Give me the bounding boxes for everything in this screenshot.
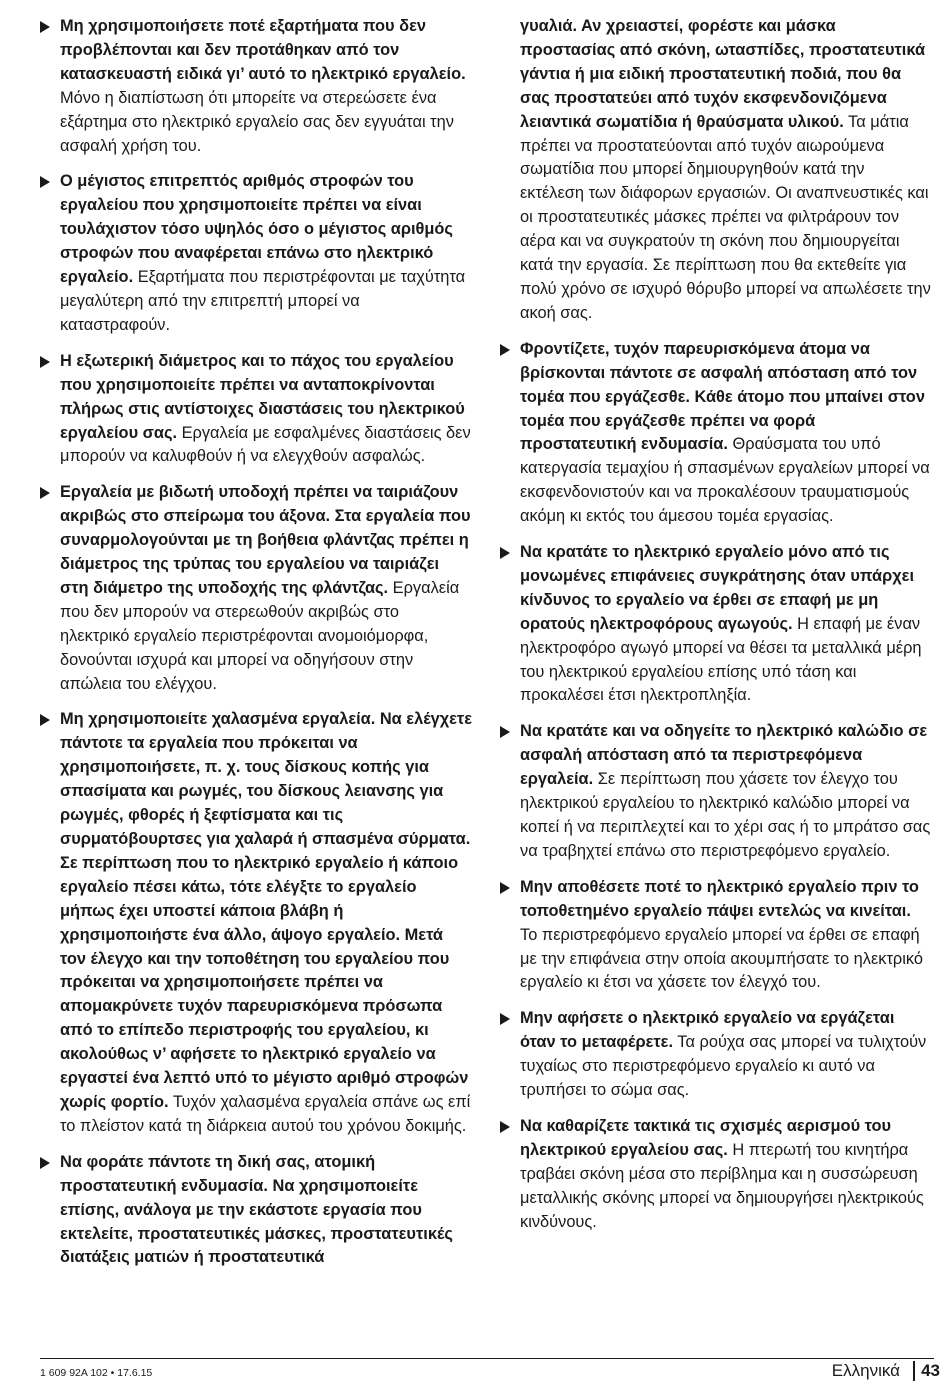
safety-item xyxy=(500,338,932,529)
page-language: Ελληνικά xyxy=(831,1361,900,1380)
safety-item xyxy=(40,708,472,1138)
safety-item xyxy=(500,720,932,863)
item-bold-text: Να φοράτε πάντοτε τη δική σας, ατομική προστατευτική ενδυμασία. Να χρησιμοποιείτε επίσης, ανάλογα με την εκάστοτε εργασία που εκτελείτε, προστατευτικές μάσκες, προστατευτικές διατάξεις ματιών ή προστατευτικά xyxy=(60,1152,453,1267)
item-bold-text: Μη χρησιμοποιείτε χαλασμένα εργαλεία. Να ελέγχετε πάντοτε τα εργαλεία που πρόκειται να χρησιμοποιήσετε, π. χ. τους δίσκους κοπής για σπασίματα και ρωγμές, του δίσκους λειανσης για ρωγμές, φθορές ή ξεφτίσματα και τις συρματόβουρτσες για χαλαρά ή σπασμένα σύρματα. Σε περίπτωση που το ηλεκτρικό εργαλείο ή κάποιο εργαλείο πέσει κάτω, τότε ελέγξτε το εργαλείο μήπως έχει υποστεί κάποια βλάβη ή χρησιμοποιήστε ένα άλλο, άψογο εργαλείο. Μετά τον έλεγχο και την τοποθέτηση του εργαλείου που πρόκειται να χρησιμοποιήσετε πρέπει να απομακρύνετε τυχόν παρευρισκόμενα πρόσωπα από το επίπεδο περιστροφής του εργαλείου, κι ακολούθως ν’ αφήσετε το ηλεκτρικό εργαλείο να εργαστεί ένα λεπτό υπό το μέγιστο αριθμό στροφών χωρίς φορτίο. xyxy=(60,710,473,1111)
footer-separator xyxy=(913,1361,916,1381)
safety-item xyxy=(40,1151,472,1271)
item-bold-text: Μην αποθέσετε ποτέ το ηλεκτρικό εργαλείο πριν το τοποθετημένο εργαλείο πάψει εντελώς να κινείται. xyxy=(520,877,919,920)
item-text: Η πτερωτή του κινητήρα τραβάει σκόνη μέσα στο περίβλημα και η συσσώρευση μεταλλικής σκόνης μπορεί να δημιουργήσει ηλεκτρικούς κινδύνους. xyxy=(520,1140,924,1231)
bullet-triangle-icon xyxy=(40,714,50,726)
item-text: Το περιστρεφόμενο εργαλείο μπορεί να έρθει σε επαφή με την επιφάνεια στην οποία ακουμπήσατε το ηλεκτρικό εργαλείο κι έτσι να χάσετε τον έλεγχό του. xyxy=(520,925,924,992)
item-bold-text: Να καθαρίζετε τακτικά τις σχισμές αερισμού του ηλεκτρικού εργαλείου σας. xyxy=(520,1116,892,1159)
footer-rule xyxy=(40,1358,934,1359)
bullet-triangle-icon xyxy=(500,1121,510,1133)
safety-item xyxy=(40,350,472,470)
safety-item xyxy=(40,170,472,337)
right-column xyxy=(500,15,932,1247)
bullet-triangle-icon xyxy=(40,21,50,33)
item-bold-text: Φροντίζετε, τυχόν παρευρισκόμενα άτομα να βρίσκονται πάντοτε σε ασφαλή απόσταση από τον τομέα που εργάζεσθε. Κάθε άτομο που μπαίνει στον τομέα που εργάζεσθε πρέπει να φορά προστατευτική ενδυμασία. xyxy=(520,339,925,454)
item-text: Εργαλεία με εσφαλμένες διαστάσεις δεν μπορούν να καλυφθούν ή να ελεγχθούν ασφαλώς. xyxy=(60,423,471,466)
bullet-triangle-icon xyxy=(40,356,50,368)
item-bold-text: Ο μέγιστος επιτρεπτός αριθμός στροφών του εργαλείου που χρησιμοποιείτε πρέπει να είναι τουλάχιστον τόσο υψηλός όσο ο μέγιστος αριθμός στροφών που αναφέρεται επάνω στο ηλεκτρικό εργαλείο. xyxy=(60,172,453,287)
bullet-triangle-icon xyxy=(500,547,510,559)
bullet-triangle-icon xyxy=(500,344,510,356)
page-number: 43 xyxy=(921,1361,940,1380)
item-bold-text: γυαλιά. Αν χρειαστεί, φορέστε και μάσκα προστασίας από σκόνη, ωτασπίδες, προστατευτικά γάντια ή μια ειδική προστατευτική ποδιά, που θα σας προστατεύει από τυχόν εκσφενδονιζόμενα λειαντικά σωματίδια ή θραύσματα υλικού. xyxy=(520,17,926,131)
bullet-triangle-icon xyxy=(500,726,510,738)
item-text: Τυχόν χαλασμένα εργαλεία σπάνε ως επί το πλείστον κατά τη διάρκεια αυτού του χρόνου δοκιμής. xyxy=(60,1092,471,1135)
bullet-triangle-icon xyxy=(500,882,510,894)
item-text: Εξαρτήματα που περιστρέφονται με ταχύτητα μεγαλύτερη από την επιτρεπτή μπορεί να καταστραφούν. xyxy=(60,268,466,334)
bullet-triangle-icon xyxy=(40,1157,50,1169)
item-text: Η επαφή με έναν ηλεκτροφόρο αγωγό μπορεί να θέσει τα μεταλλικά μέρη του ηλεκτρικού εργαλείου επίσης υπό τάση και προκαλέσει έτσι ηλεκτροπληξία. xyxy=(520,614,922,705)
safety-item xyxy=(500,1115,932,1235)
left-column xyxy=(40,15,472,1282)
safety-item xyxy=(500,541,932,708)
item-bold-text: Εργαλεία με βιδωτή υποδοχή πρέπει να ταιριάζουν ακριβώς στο σπείρωμα του άξονα. Στα εργαλεία που συναρμολογούνται με τη βοήθεια φλάντζας πρέπει η διάμετρος της τρύπας του εργαλείου να ταιριάζει στη διάμετρο της υποδοχής της φλάντζας. xyxy=(60,483,471,597)
item-bold-text: Η εξωτερική διάμετρος και το πάχος του εργαλείου που χρησιμοποιείτε πρέπει να ανταποκρίνονται πλήρως στις αντίστοιχες διαστάσεις του ηλεκτρικού εργαλείου σας. xyxy=(60,351,465,442)
item-text: Θραύσματα του υπό κατεργασία τεμαχίου ή σπασμένων εργαλείων μπορεί να εκσφενδονιστούν και να προκαλέσουν τραυματισμούς ακόμη κι εκτός του άμεσου τομέα εργασίας. xyxy=(520,435,930,526)
item-bold-text: Να κρατάτε το ηλεκτρικό εργαλείο μόνο από τις μονωμένες επιφάνειες συγκράτησης όταν υπάρχει κίνδυνος το εργαλείο να έρθει σε επαφή με μη ορατούς ηλεκτροφόρους αγωγούς. xyxy=(520,543,915,633)
safety-item xyxy=(40,481,472,696)
item-bold-text: Μην αφήσετε ο ηλεκτρικό εργαλείο να εργάζεται όταν το μεταφέρετε. xyxy=(520,1009,895,1052)
item-text: Τα μάτια πρέπει να προστατεύονται από τυχόν αιωρούμενα σωματίδια που μπορεί δημιουργηθούν κατά την εκτέλεση των διάφορων εργασιών. Οι αναπνευστικές και οι προστατευτικές μάσκες πρέπει να φιλτράρουν τον αέρα και να συγκρατούν τη σκόνη που δημιουργείται κατά την εργασία. Σε περίπτωση που θα εκτεθείτε για πολύ χρόνο σε ισχυρό θόρυβο μπορεί να απωλέσετε την ακοή σας. xyxy=(520,112,931,322)
item-text: Τα ρούχα σας μπορεί να τυλιχτούν τυχαίως στο περιστρεφόμενο εργαλείο κι αυτό να τρυπήσει το σώμα σας. xyxy=(520,1033,927,1100)
item-text: Εργαλεία που δεν μπορούν να στερεωθούν ακριβώς στο ηλεκτρικό εργαλείο περιστρέφονται ανομοιόμορφα, δονούνται ισχυρά και μπορεί να οδηγήσουν στην απώλεια του ελέγχου. xyxy=(60,578,460,693)
safety-item xyxy=(500,876,932,996)
item-text: Μόνο η διαπίστωση ότι μπορείτε να στερεώσετε ένα εξάρτημα στο ηλεκτρικό εργαλείο σας δεν εγγυάται την ασφαλή χρήση του. xyxy=(60,88,454,155)
bullet-triangle-icon xyxy=(500,1013,510,1025)
document-id: 1 609 92A 102 • 17.6.15 xyxy=(40,1367,153,1379)
item-text: Σε περίπτωση που χάσετε τον έλεγχο του ηλεκτρικού εργαλείου το ηλεκτρικό καλώδιο μπορεί να κοπεί ή να περιπλεχτεί και το χέρι σας ή το μπράτσο σας να τραβηχτεί επάνω στο περιστρεφόμενο εργαλείο. xyxy=(520,770,931,860)
bullet-triangle-icon xyxy=(40,176,50,188)
bullet-triangle-icon xyxy=(40,487,50,499)
safety-item-continued xyxy=(500,15,932,326)
item-bold-text: Μη χρησιμοποιήσετε ποτέ εξαρτήματα που δεν προβλέπονται και δεν προτάθηκαν από τον κατασκευαστή ειδικά γι’ αυτό το ηλεκτρικό εργαλείο. xyxy=(60,17,466,83)
safety-item xyxy=(40,15,472,158)
safety-item xyxy=(500,1007,932,1103)
item-bold-text: Να κρατάτε και να οδηγείτε το ηλεκτρικό καλώδιο σε ασφαλή απόσταση από τα περιστρεφόμενα εργαλεία. xyxy=(520,722,928,789)
